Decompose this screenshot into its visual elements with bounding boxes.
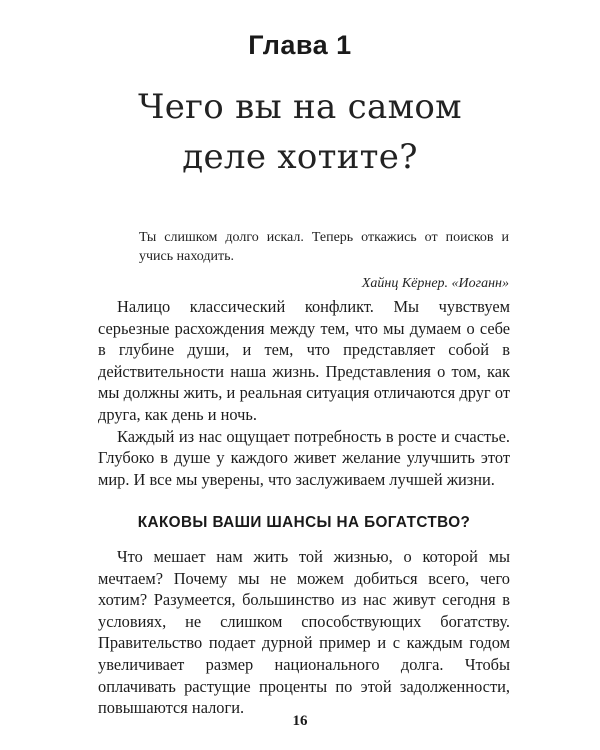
chapter-title-line-2: деле хотите?	[182, 137, 418, 177]
chapter-title	[0, 82, 600, 182]
chapter-label: Глава 1	[248, 30, 352, 60]
chapter-title-line-1: Чего вы на самом	[138, 87, 462, 127]
section-text	[98, 546, 510, 719]
paragraph: Налицо классический конфликт. Мы чувствуем серьезные расхождения между тем, что мы думаем о себе в глубине души, и тем, что представляет собой в действительности наша жизнь. Представления о том, как мы должны жить, и реальная ситуация отличаются друг от друга, как день и ночь.	[98, 297, 510, 424]
paragraph: Каждый из нас ощущает потребность в росте и счастье. Глубоко в душе у каждого живет желание улучшить этот мир. И все мы уверены, что заслуживаем лучшей жизни.	[98, 426, 510, 489]
epigraph-source: Хайнц Кёрнер. «Иоганн»	[361, 276, 509, 291]
intro-text	[98, 296, 510, 490]
epigraph	[139, 228, 509, 293]
section-heading: КАКОВЫ ВАШИ ШАНСЫ НА БОГАТСТВО?	[137, 514, 471, 531]
page-number: 16	[292, 713, 308, 729]
epigraph-text: Ты слишком долго искал. Теперь откажись от поисков и учись находить.	[139, 230, 509, 264]
paragraph: Что мешает нам жить той жизнью, о которой мы мечтаем? Почему мы не можем добиться всего, чего хотим? Разумеется, большинство из нас живут сегодня в условиях, не слишком способствующих богатству. Правительство подает дурной пример и с каждым годом увеличивает размер национального долга. Чтобы оплачивать растущие проценты по этой задолженности, повышаются налоги.	[98, 547, 510, 718]
